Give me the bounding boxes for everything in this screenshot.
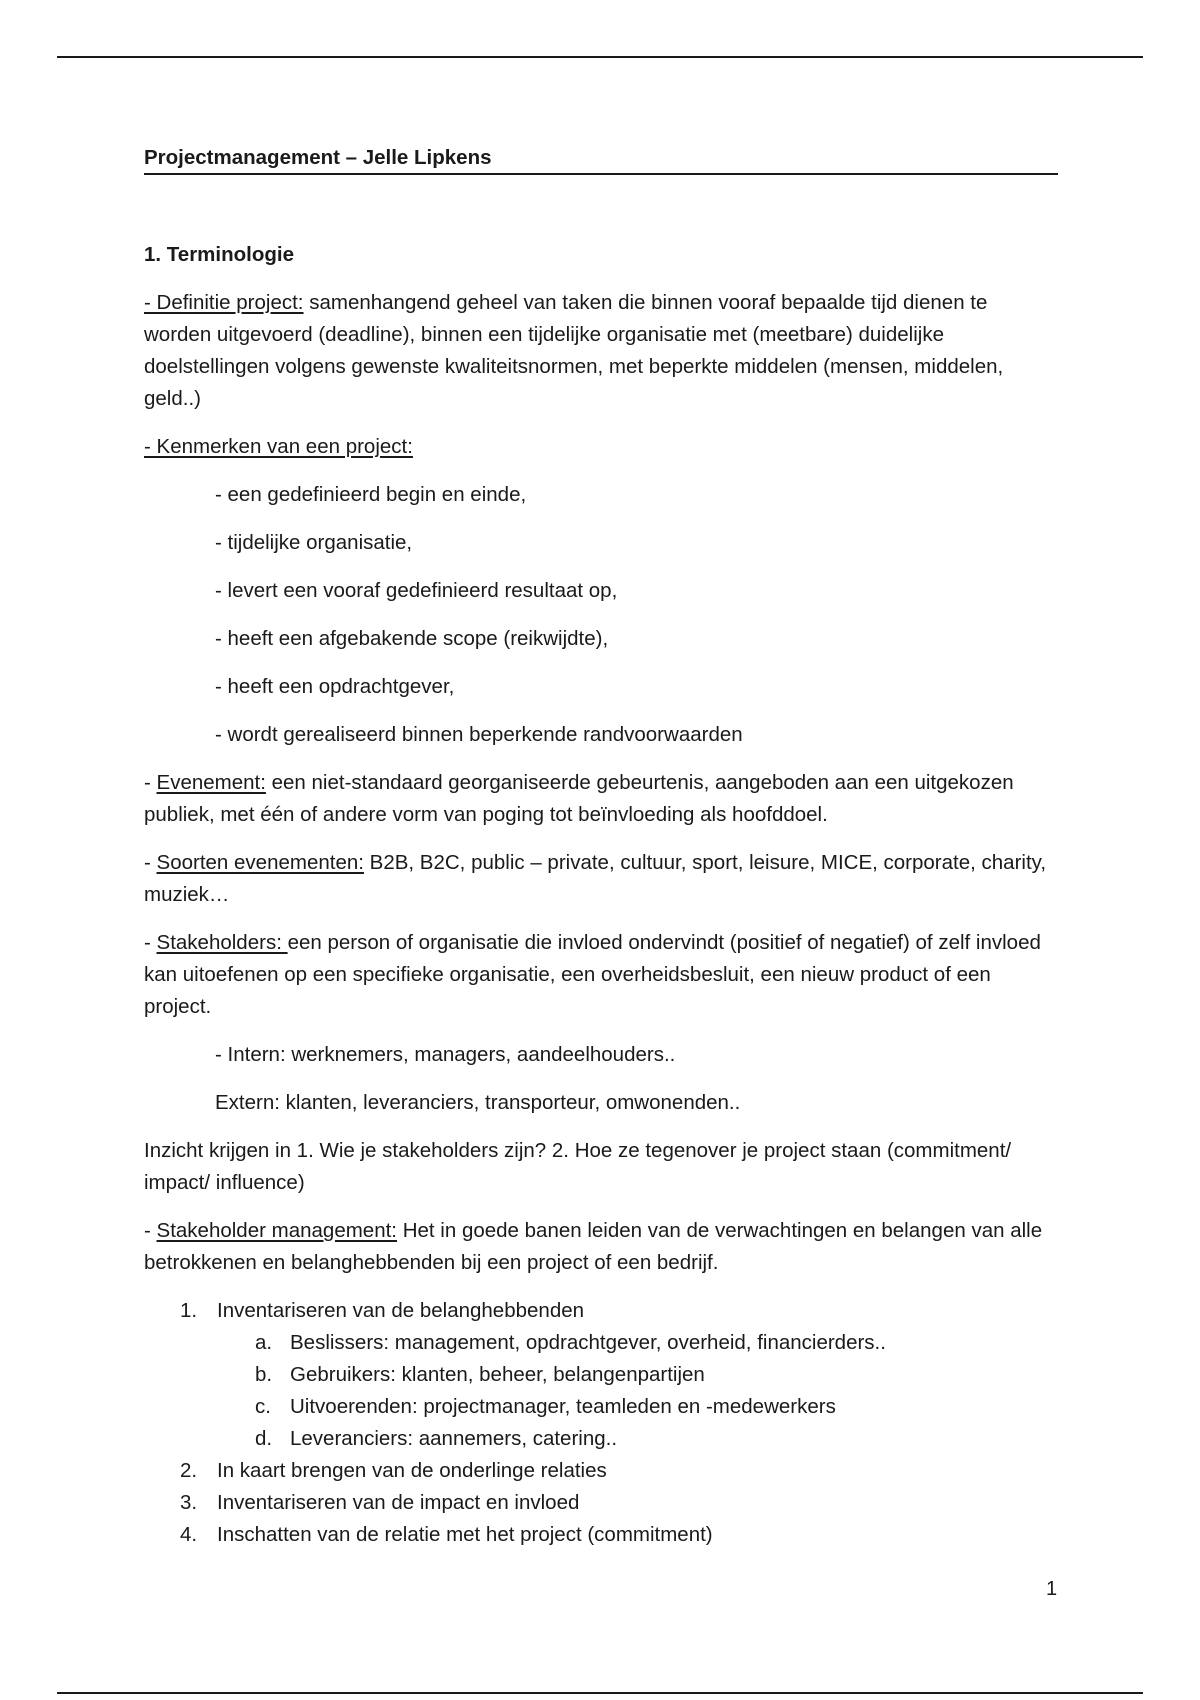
stakeholders-extern: Extern: klanten, leveranciers, transporteur, omwonenden.. <box>215 1091 741 1114</box>
list-text: Inventariseren van de belanghebbenden <box>217 1299 585 1322</box>
sub-list-item <box>217 1423 1058 1455</box>
stakeholders-paragraph <box>144 927 1058 1023</box>
sub-list-item <box>217 1359 1058 1391</box>
kenmerk-item: - wordt gerealiseerd binnen beperkende randvoorwaarden <box>215 723 743 746</box>
kenmerken-label: - Kenmerken van een project: <box>144 435 413 458</box>
list-item <box>144 1519 1058 1551</box>
sub-list <box>217 1327 1058 1455</box>
management-prefix: - <box>144 1219 157 1242</box>
sub-list-letter: c. <box>255 1395 271 1418</box>
kenmerken-heading <box>144 431 1058 463</box>
list-number: 2. <box>180 1459 198 1482</box>
kenmerk-item: - heeft een opdrachtgever, <box>215 675 455 698</box>
sub-list-item <box>217 1327 1058 1359</box>
evenement-paragraph <box>144 767 1058 831</box>
kenmerk-item: - tijdelijke organisatie, <box>215 531 413 554</box>
management-steps <box>144 1295 1058 1551</box>
soorten-text: B2B, B2C, public – private, cultuur, sport, leisure, MICE, corporate, charity, muziek… <box>144 851 1047 906</box>
soorten-label: Soorten evenementen: <box>156 851 364 874</box>
sub-list-letter: a. <box>255 1331 273 1354</box>
sub-list-text: Gebruikers: klanten, beheer, belangenpartijen <box>290 1363 705 1386</box>
management-label: Stakeholder management: <box>156 1219 397 1242</box>
stakeholders-prefix: - <box>144 931 157 954</box>
evenement-text: een niet-standaard georganiseerde gebeurtenis, aangeboden aan een uitgekozen publiek, met één of andere vorm van poging tot beïnvloeding als hoofddoel. <box>144 771 1014 826</box>
list-number: 4. <box>180 1523 198 1546</box>
list-text: In kaart brengen van de onderlinge relaties <box>217 1459 607 1482</box>
definitie-text: samenhangend geheel van taken die binnen vooraf bepaalde tijd dienen te worden uitgevoerd (deadline), binnen een tijdelijke organisatie met (meetbare) duidelijke doelstellingen volgens gewenste kwaliteitsnormen, met beperkte middelen (mensen, middelen, geld..) <box>144 291 1004 410</box>
management-paragraph <box>144 1215 1058 1279</box>
soorten-paragraph <box>144 847 1058 911</box>
sub-list-text: Uitvoerenden: projectmanager, teamleden en -medewerkers <box>290 1395 836 1418</box>
header-rule <box>57 56 1143 58</box>
evenement-label: Evenement: <box>156 771 266 794</box>
evenement-prefix: - <box>144 771 157 794</box>
inzicht-paragraph: Inzicht krijgen in 1. Wie je stakeholders zijn? 2. Hoe ze tegenover je project staan (commitment/ impact/ influence) <box>144 1139 1012 1194</box>
footer-rule <box>57 1692 1143 1694</box>
stakeholders-label: Stakeholders: <box>156 931 288 954</box>
soorten-prefix: - <box>144 851 157 874</box>
definitie-label: - Definitie project: <box>144 291 304 314</box>
stakeholders-text: een person of organisatie die invloed ondervindt (positief of negatief) of zelf invloed kan uitoefenen op een specifieke organisatie, een overheidsbesluit, een nieuw product of een project. <box>144 931 1041 1018</box>
list-text: Inventariseren van de impact en invloed <box>217 1491 580 1514</box>
section-heading: 1. Terminologie <box>144 243 294 266</box>
document-body <box>144 144 1058 1551</box>
sub-list-item <box>217 1391 1058 1423</box>
page-number: 1 <box>1046 1578 1058 1600</box>
stakeholders-intern: - Intern: werknemers, managers, aandeelhouders.. <box>215 1043 676 1066</box>
list-item <box>144 1455 1058 1487</box>
definitie-paragraph <box>144 287 1058 415</box>
list-number: 1. <box>180 1299 198 1322</box>
sub-list-text: Beslissers: management, opdrachtgever, overheid, financierders.. <box>290 1331 886 1354</box>
list-text: Inschatten van de relatie met het project (commitment) <box>217 1523 713 1546</box>
list-item <box>144 1487 1058 1519</box>
kenmerk-item: - heeft een afgebakende scope (reikwijdte), <box>215 627 609 650</box>
sub-list-letter: d. <box>255 1427 273 1450</box>
sub-list-letter: b. <box>255 1363 273 1386</box>
sub-list-text: Leveranciers: aannemers, catering.. <box>290 1427 618 1450</box>
kenmerk-item: - een gedefinieerd begin en einde, <box>215 483 527 506</box>
management-text: Het in goede banen leiden van de verwachtingen en belangen van alle betrokkenen en belanghebbenden bij een project of een bedrijf. <box>144 1219 1043 1274</box>
list-item <box>144 1295 1058 1455</box>
list-number: 3. <box>180 1491 198 1514</box>
document-title: Projectmanagement – Jelle Lipkens <box>144 144 1058 175</box>
kenmerk-item: - levert een vooraf gedefinieerd resultaat op, <box>215 579 618 602</box>
